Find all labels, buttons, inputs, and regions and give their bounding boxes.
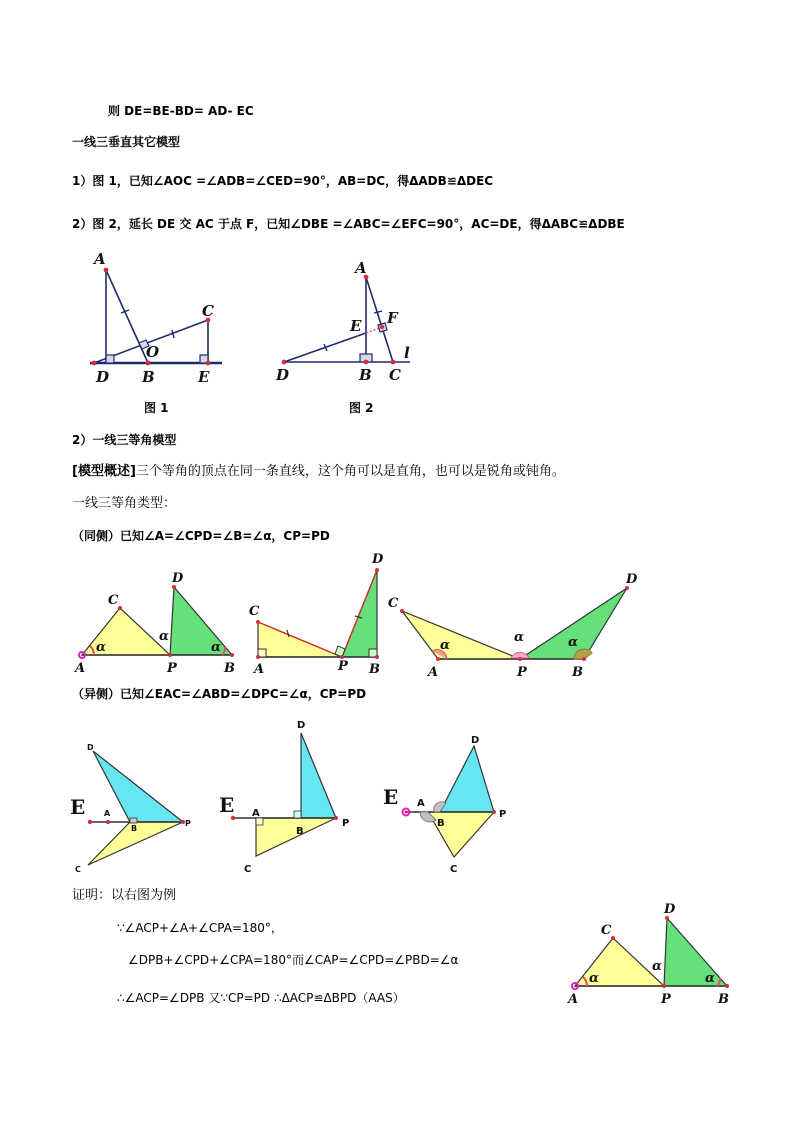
fig2-label-D: D bbox=[276, 366, 290, 384]
ssc-label-B: B bbox=[572, 665, 583, 680]
ssc-alpha-B: α bbox=[568, 635, 579, 650]
text-line-1: 则 DE=BE-BD= AD- EC bbox=[108, 104, 254, 118]
fig2-label-A: A bbox=[355, 259, 367, 277]
os2-label-A: A bbox=[252, 808, 260, 819]
os2-label-C: C bbox=[244, 864, 252, 875]
fig2-label-C: C bbox=[389, 366, 401, 384]
ssa-label-D: D bbox=[172, 571, 184, 586]
ssa-alpha-B: α bbox=[211, 640, 222, 655]
ssb-label-P: P bbox=[338, 659, 348, 674]
proof-line-2: ∠DPB+∠CPD+∠CPA=180°而∠CAP=∠CPD=∠PBD=∠α bbox=[128, 953, 459, 967]
fig1-label-O: O bbox=[146, 343, 160, 361]
fig1-label-E: E bbox=[198, 368, 210, 386]
os1-label-C: C bbox=[75, 865, 81, 874]
os3-label-D: D bbox=[471, 735, 480, 746]
text-line-fig2: 2）图 2，延长 DE 交 AC 于点 F，已知∠DBE =∠ABC=∠EFC=90°，AC=DE，得ΔABC≌ΔDBE bbox=[72, 217, 625, 231]
os3-label-A: A bbox=[417, 798, 425, 809]
model-overview-text: 三个等角的顶点在同一条直线，这个角可以是直角，也可以是锐角或钝角。 bbox=[135, 464, 565, 479]
ssa-label-P: P bbox=[167, 661, 177, 676]
pf-label-A: A bbox=[568, 992, 579, 1007]
ssa-label-A: A bbox=[75, 661, 86, 676]
os1-label-P: P bbox=[185, 819, 191, 828]
pf-alpha-B: α bbox=[705, 971, 716, 986]
pf-alpha-A: α bbox=[589, 971, 600, 986]
heading-three-equal-angles: 2）一线三等角模型 bbox=[72, 433, 177, 447]
pf-label-C: C bbox=[601, 923, 612, 938]
ssa-alpha-P: α bbox=[159, 629, 170, 644]
fig1-caption: 图 1 bbox=[144, 401, 169, 415]
ssc-label-C: C bbox=[388, 596, 399, 611]
text-line-fig1: 1）图 1，已知∠AOC =∠ADB=∠CED=90°，AB=DC，得ΔADB≌ΔDEC bbox=[72, 174, 494, 188]
fig2-label-B: B bbox=[359, 366, 372, 384]
fig1-label-C: C bbox=[202, 302, 214, 320]
ssa-label-B: B bbox=[224, 661, 235, 676]
os3-label-P: P bbox=[499, 809, 507, 820]
os1-label-A: A bbox=[104, 809, 111, 818]
os2-label-P: P bbox=[342, 818, 350, 829]
ssa-alpha-A: α bbox=[96, 640, 107, 655]
ssc-label-P: P bbox=[517, 665, 527, 680]
os3-label-B: B bbox=[437, 818, 445, 829]
heading-other-models: 一线三垂直其它模型 bbox=[72, 135, 181, 149]
ssc-label-D: D bbox=[626, 572, 638, 587]
os2-label-D: D bbox=[297, 720, 306, 731]
pf-label-B: B bbox=[718, 992, 729, 1007]
ssb-label-B: B bbox=[369, 662, 380, 677]
ssc-alpha-A: α bbox=[440, 638, 451, 653]
fig2-caption: 图 2 bbox=[349, 401, 374, 415]
ssc-alpha-P: α bbox=[514, 630, 525, 645]
fig2-label-l: l bbox=[404, 344, 410, 362]
os2-label-B: B bbox=[296, 826, 304, 837]
pf-point-B bbox=[725, 984, 729, 988]
os1-label-B: B bbox=[131, 824, 138, 833]
fig2-label-E: E bbox=[350, 317, 362, 335]
ssb-label-A: A bbox=[254, 662, 265, 677]
pf-label-D: D bbox=[664, 902, 676, 917]
ssb-label-C: C bbox=[249, 604, 260, 619]
types-heading: 一线三等角类型： bbox=[72, 496, 177, 511]
fig1-label-D: D bbox=[96, 368, 110, 386]
pf-triangle-PDB bbox=[664, 918, 727, 986]
ssb-label-D: D bbox=[372, 552, 384, 567]
model-overview-bracket: [模型概述] bbox=[72, 464, 136, 479]
fig1-label-A: A bbox=[94, 250, 106, 268]
os1-label-E: E bbox=[70, 795, 86, 819]
fig2-label-F: F bbox=[387, 309, 398, 327]
proof-line-3: ∴∠ACP=∠DPB 又∵CP=PD ∴ΔACP≌ΔBPD（AAS） bbox=[117, 991, 405, 1005]
opposite-side-condition: （异侧）已知∠EAC=∠ABD=∠DPC=∠α，CP=PD bbox=[72, 687, 367, 701]
ssc-label-A: A bbox=[428, 665, 439, 680]
pf-alpha-P: α bbox=[652, 959, 663, 974]
os1-label-D: D bbox=[87, 743, 94, 752]
fig1-label-B: B bbox=[142, 368, 155, 386]
pf-point-C bbox=[611, 936, 615, 940]
os2-label-E: E bbox=[219, 793, 235, 817]
pf-label-P: P bbox=[661, 992, 671, 1007]
os3-label-E: E bbox=[383, 785, 399, 809]
os3-label-C: C bbox=[450, 864, 458, 875]
proof-heading: 证明：以右图为例 bbox=[72, 888, 177, 903]
same-side-condition: （同侧）已知∠A=∠CPD=∠B=∠α，CP=PD bbox=[72, 529, 330, 543]
ssa-label-C: C bbox=[108, 593, 119, 608]
proof-line-1: ∵∠ACP+∠A+∠CPA=180°， bbox=[117, 921, 283, 935]
pf-point-P bbox=[662, 984, 666, 988]
